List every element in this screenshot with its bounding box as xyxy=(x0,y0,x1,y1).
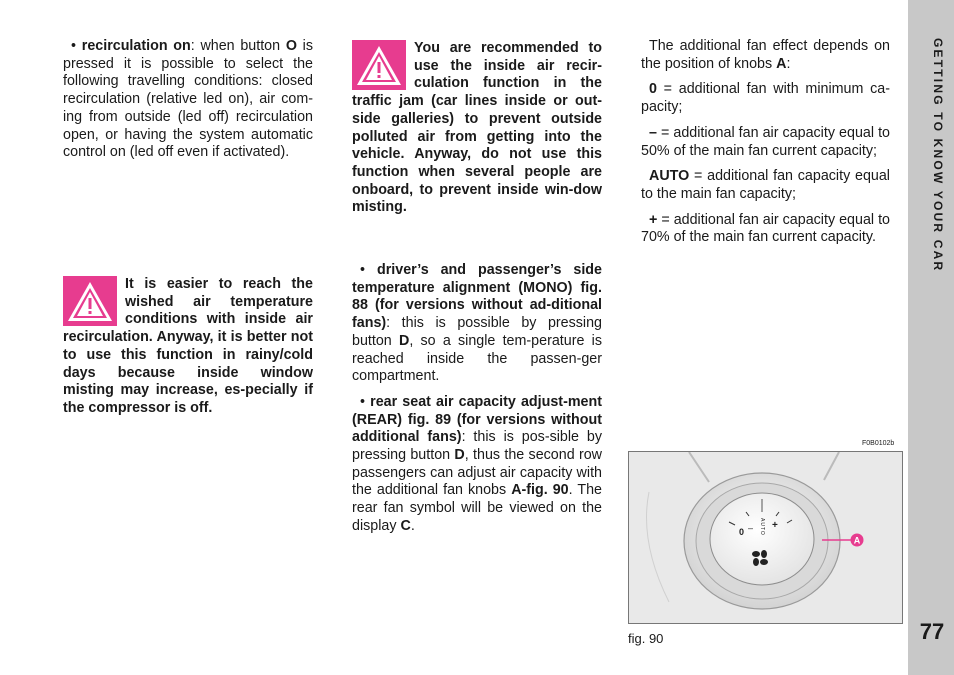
knob-minus-label: – xyxy=(748,523,754,533)
rear-term: rear seat air capacity adjust-ment (REAR) fig. 89 (for versions without additional fans) xyxy=(352,393,602,446)
bullet: • xyxy=(360,393,366,410)
fan-knob-illustration xyxy=(629,452,902,623)
figure-caption: fig. 90 xyxy=(628,631,664,646)
warning-box-1 xyxy=(63,276,313,418)
option-text: = additional fan capacity equal to the main fan capacity; xyxy=(641,168,890,202)
fan-option-auto xyxy=(641,168,890,203)
page-number: 77 xyxy=(919,619,945,644)
warning-box-2 xyxy=(352,40,602,217)
column-1 xyxy=(63,38,313,170)
text: , thus the second row passengers can adjust air capacity with the additional fan knobs xyxy=(352,447,603,499)
option-key: + xyxy=(649,211,658,228)
knob-plus-label: + xyxy=(772,520,778,531)
fan-intro xyxy=(641,38,890,73)
warning-text: You are recommended to use the inside air recir-culation function in the traffic jam (car lines inside or out-side galleries) to prevent outside polluted air from getting into the vehicle. Anyway, do not use this function when several people are onboard, to prevent inside win-dow misting. xyxy=(352,40,602,216)
column-2 xyxy=(352,262,602,544)
mono-paragraph xyxy=(352,262,602,386)
warning-triangle-icon xyxy=(63,276,117,326)
knob-zero-label: 0 xyxy=(739,527,745,537)
figure-ref: A-fig. 90 xyxy=(511,482,569,499)
button-d-ref: D xyxy=(454,447,465,464)
option-key: AUTO xyxy=(649,168,690,185)
recirculation-term: recirculation on xyxy=(81,38,191,54)
option-text: = additional fan air capacity equal to 50% of the main fan current capacity; xyxy=(641,124,890,159)
chapter-title: GETTING TO KNOW YOUR CAR xyxy=(931,38,945,273)
text: The additional fan effect depends on the position of knobs xyxy=(641,38,890,72)
option-text: = additional fan air capacity equal to 70% of the main fan current capacity. xyxy=(641,211,890,246)
knob-auto-label: AUTO xyxy=(759,518,765,536)
text: . The rear fan symbol will be viewed on the display xyxy=(352,482,603,534)
recirculation-paragraph xyxy=(63,38,313,162)
option-key: 0 xyxy=(649,81,657,98)
text: is pressed it is possible to select the following travelling conditions: closed recirculation (relative led on), air com-ing from outside (led off) recirculation open, or having the system automatic control on (led off even if activated). xyxy=(63,38,313,161)
button-o-ref: O xyxy=(285,38,297,54)
text: : when button xyxy=(190,38,286,54)
fan-option-0 xyxy=(641,81,890,116)
rear-paragraph xyxy=(352,394,602,536)
text: : this is possible by pressing button xyxy=(352,315,602,349)
knob-a-ref: A xyxy=(776,55,787,72)
column-3 xyxy=(641,38,890,255)
fan-option-minus xyxy=(641,125,890,160)
text: : this is pos-sible by pressing button xyxy=(352,429,602,464)
figure-code: F0B0102b xyxy=(862,440,895,447)
text: . xyxy=(410,517,415,534)
bullet: • xyxy=(360,262,366,278)
text: : xyxy=(786,55,791,72)
warning-triangle-icon xyxy=(352,40,406,90)
button-d-ref: D xyxy=(398,332,410,349)
bullet: • xyxy=(71,38,77,54)
option-text: = additional fan with minimum ca-pacity; xyxy=(641,81,890,116)
display-c-ref: C xyxy=(400,517,411,534)
callout-a-label: A xyxy=(853,535,861,546)
option-key: – xyxy=(649,124,657,141)
mono-term: driver’s and passenger’s side temperature alignment (MONO) fig. 88 (for versions without ad-ditional fans) xyxy=(352,262,602,332)
figure-90 xyxy=(628,451,903,624)
fan-option-plus xyxy=(641,212,890,247)
warning-text: It is easier to reach the wished air temperature conditions with inside air recirculation. Anyway, it is better not to use this function in rainy/cold days because inside window misting may increase, es-pecially if the compressor is off. xyxy=(63,276,313,416)
text: , so a single tem-perature is reached inside the passen-ger compartment. xyxy=(352,332,602,385)
